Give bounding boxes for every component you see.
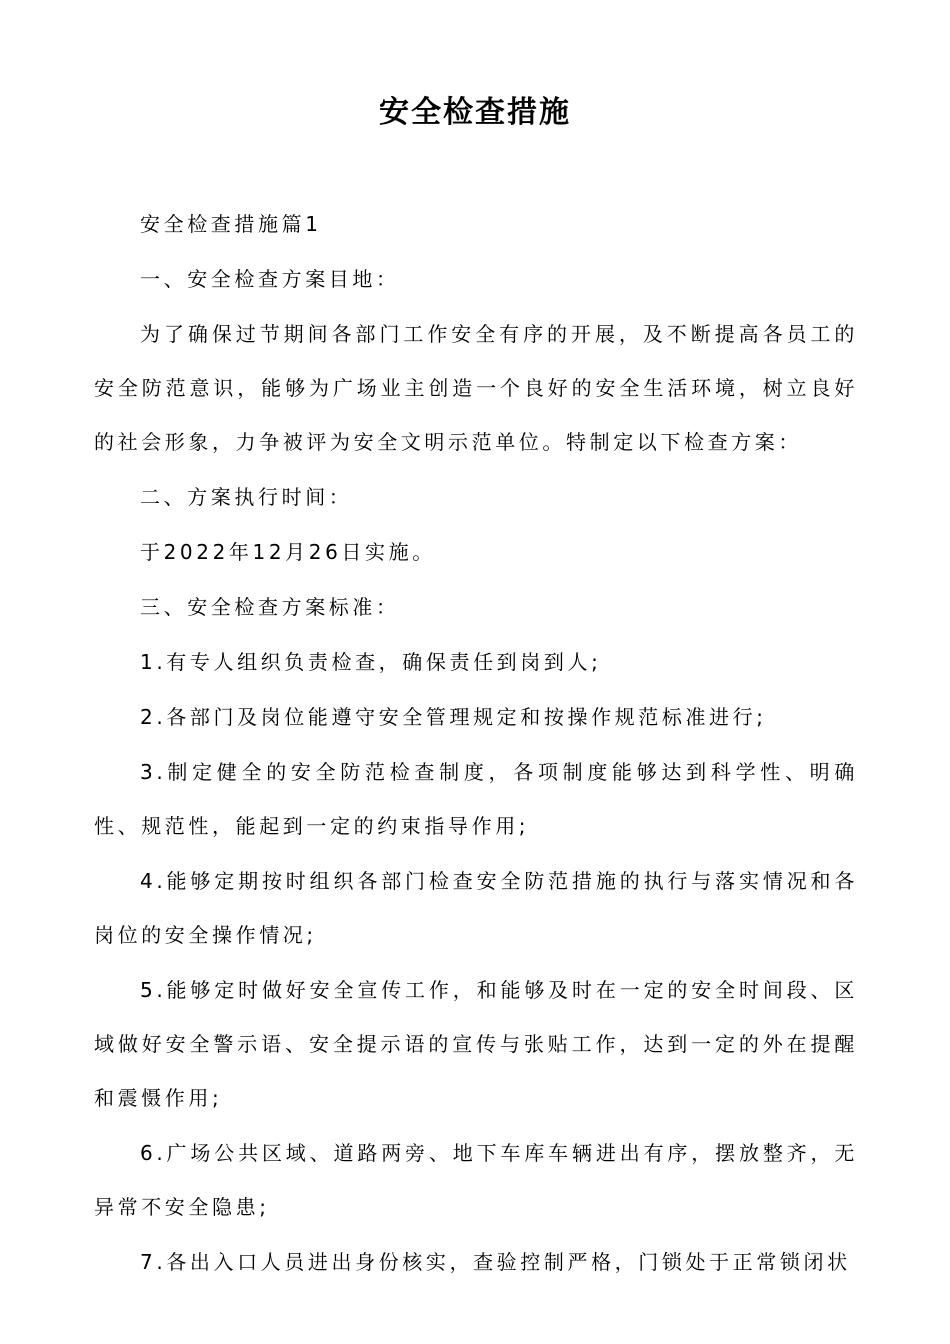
list-item: 2.各部门及岗位能遵守安全管理规定和按操作规范标准进行;	[140, 705, 767, 729]
section-heading: 安全检查措施篇1	[140, 212, 322, 236]
list-item: 1.有专人组织负责检查，确保责任到岗到人;	[140, 650, 602, 674]
list-item: 7.各出入口人员进出身份核实，查验控制严格，门锁处于正常锁闭状	[140, 1250, 851, 1274]
body-paragraph: 于2022年12月26日实施。	[140, 540, 436, 564]
section-heading: 一、安全检查方案目地：	[140, 267, 400, 291]
document-title: 安全检查措施	[379, 95, 571, 130]
section-heading: 三、安全检查方案标准：	[140, 595, 400, 619]
body-paragraph: 为了确保过节期间各部门工作安全有序的开展，及不断提高各员工的安全防范意识，能够为广场业主创造一个良好的安全生活环境，树立良好的社会形象，力争被评为安全文明示范单位。特制定以下检查方案：	[94, 322, 858, 454]
section-heading: 二、方案执行时间：	[140, 485, 353, 509]
list-item: 4.能够定期按时组织各部门检查安全防范措施的执行与落实情况和各岗位的安全操作情况;	[94, 869, 858, 947]
list-item: 6.广场公共区域、道路两旁、地下车库车辆进出有序，摆放整齐，无异常不安全隐患;	[94, 1141, 858, 1219]
list-item: 5.能够定时做好安全宣传工作，和能够及时在一定的安全时间段、区域做好安全警示语、安全提示语的宣传与张贴工作，达到一定的外在提醒和震慑作用;	[94, 978, 858, 1110]
list-item: 3.制定健全的安全防范检查制度，各项制度能够达到科学性、明确性、规范性，能起到一定的约束指导作用;	[94, 760, 858, 838]
document-body	[94, 197, 858, 1290]
